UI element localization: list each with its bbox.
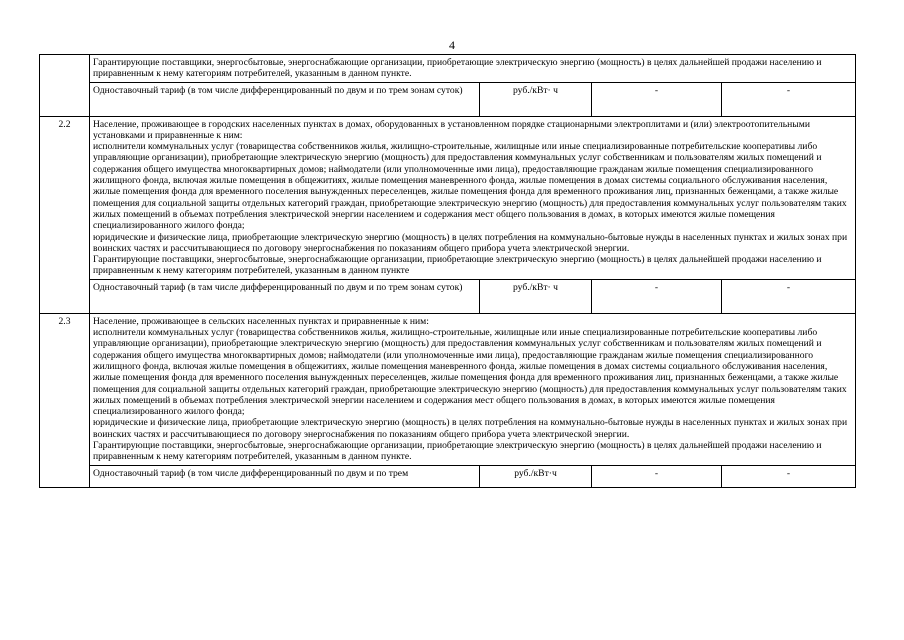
description-paragraph: юридические и физические лица, приобретающие электрическую энергию (мощность) в целях потребления на коммунально-бытовые нужды в населенных пунктах и жилых зонах при воинских частях и рассчитывающиеся по договору энергоснабжения по показаниям общего прибора учета электрической энергии. (93, 231, 848, 254)
tariff-label: Одноставочный тариф (в том числе дифференцированный по двум и по трем (90, 465, 480, 487)
tariff-value-2: - (722, 279, 856, 313)
table-row (40, 55, 856, 83)
tariff-unit: руб./кВт· ч (480, 82, 592, 116)
tariff-value-2: - (722, 82, 856, 116)
tariff-row (40, 279, 856, 313)
tariff-unit: руб./кВт·ч (480, 465, 592, 487)
description-paragraph: Гарантирующие поставщики, энергосбытовые, энергоснабжающие организации, приобретающие электрическую энергию (мощность) в целях дальнейшей продажи населению и приравненным к нему категориям потребителей, указанным в данном пункте. (93, 57, 822, 80)
description-paragraph: юридические и физические лица, приобретающие электрическую энергию (мощность) в целях потребления на коммунально-бытовые нужды в населенных пунктах и жилых зонах при воинских частях и рассчитывающиеся по договору энергоснабжения по показаниям общего прибора учета электрической энергии. (93, 417, 848, 440)
table-row (40, 313, 856, 465)
tariff-value-1: - (592, 279, 722, 313)
row-number: 2.2 (40, 116, 90, 313)
tariff-row (40, 465, 856, 487)
description-paragraph: Гарантирующие поставщики, энергосбытовые, энергоснабжающие организации, приобретающие электрическую энергию (мощность) в целях дальнейшей продажи населению и приравненным к нему категориям потребителей, указанным в данном пункте. (93, 440, 822, 463)
page-number: 4 (449, 38, 455, 52)
tariff-label: Одноставочный тариф (в том числе дифференцированный по двум и по трем зонам суток) (90, 82, 480, 116)
row-number: 2.3 (40, 313, 90, 487)
description-paragraph: исполнители коммунальных услуг (товарищества собственников жилья, жилищно-строительные, жилищные или иные специализированные потребительские кооперативы либо управляющие организации), приобретающие электрическую энергию (мощность) для предоставления коммунальных услуг собственникам и пользователям жилых помещений и содержания общего имущества многоквартирных домов; наймодатели (или уполномоченные ими лица), предоставляющие гражданам жилые помещения специализированного жилищного фонда, включая жилые помещения в общежитиях, жилые помещения маневренного фонда, жилые помещения в домах системы социального обслуживания населения, жилые помещения фонда для временного поселения вынужденных переселенцев, жилые помещения фонда для временного проживания лиц, признанных беженцами, а также жилые помещения для социальной защиты отдельных категорий граждан, приобретающие электрическую энергию (мощность) для предоставления коммунальных услуг пользователям таких жилых помещений в объемах потребления электрической энергии населением и содержания мест общего пользования в домах, в которых имеются жилые помещения специализированного жилого фонда; (93, 327, 847, 418)
table-row (40, 116, 856, 279)
description-paragraph: исполнители коммунальных услуг (товарищества собственников жилья, жилищно-строительные, жилищные или иные специализированные потребительские кооперативы либо управляющие организации), приобретающие электрическую энергию (мощность) для предоставления коммунальных услуг собственникам и пользователям жилых помещений и содержания общего имущества многоквартирных домов; наймодатели (или уполномоченные ими лица), предоставляющие гражданам жилые помещения специализированного жилищного фонда, включая жилые помещения в общежитиях, жилые помещения маневренного фонда, жилые помещения в домах системы социального обслуживания населения, жилые помещения фонда для временного поселения вынужденных переселенцев, жилые помещения фонда для временного проживания лиц, признанных беженцами, а также жилые помещения для социальной защиты отдельных категорий граждан, приобретающие электрическую энергию (мощность) для предоставления коммунальных услуг пользователям таких жилых помещений в объемах потребления электрической энергии населением и содержания мест общего пользования в домах, в которых имеются жилые помещения специализированного жилого фонда; (93, 141, 847, 232)
row-description (90, 116, 856, 279)
description-paragraph: Население, проживающее в сельских населенных пунктах и приравненные к ним: (93, 315, 429, 327)
description-paragraph: Гарантирующие поставщики, энергосбытовые, энергоснабжающие организации, приобретающие электрическую энергию (мощность) в целях дальнейшей продажи населению и приравненным к нему категориям потребителей, указанным в данном пункте (93, 254, 822, 277)
row-number (40, 55, 90, 117)
tariff-table (39, 54, 856, 488)
row-description (90, 55, 856, 83)
tariff-value-2: - (722, 465, 856, 487)
description-paragraph: Население, проживающее в городских населенных пунктах в домах, оборудованных в установленном порядке стационарными электроплитами и (или) электроотопительными установками и приравненные к ним: (93, 118, 810, 141)
tariff-value-1: - (592, 82, 722, 116)
row-description (90, 313, 856, 465)
tariff-unit: руб./кВт· ч (480, 279, 592, 313)
tariff-label: Одноставочный тариф (в там числе дифференцированный по двум и по трем зонам суток) (90, 279, 480, 313)
tariff-row (40, 82, 856, 116)
tariff-value-1: - (592, 465, 722, 487)
